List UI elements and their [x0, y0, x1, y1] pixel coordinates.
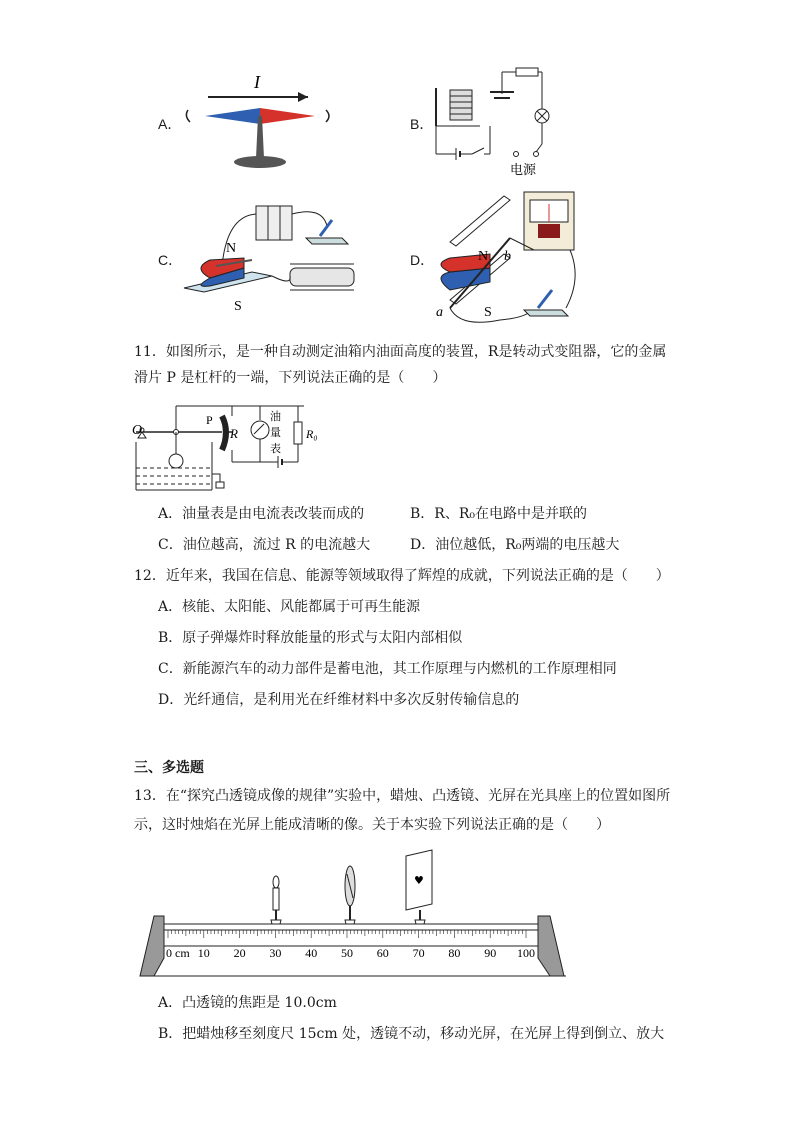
- meter-2: 量: [270, 426, 281, 439]
- current-label: I: [254, 72, 260, 92]
- ruler-label: 100: [517, 946, 535, 960]
- ruler-label: 50: [341, 946, 353, 960]
- q11-stem-line1: 11．如图所示，是一种自动测定油箱内油面高度的装置，R是转动式变阻器，它的金属: [134, 344, 667, 360]
- q11-option-b: B．R、R₀在电路中是并联的: [410, 506, 587, 522]
- power-label: 电源: [510, 163, 537, 178]
- ruler-label: 10: [197, 946, 210, 960]
- q13-stem-line1: 13．在“探究凸透镜成像的规律”实验中，蜡烛、凸透镜、光屏在光具座上的位置如图所: [134, 788, 671, 804]
- meter-1: 油: [270, 410, 281, 423]
- ruler-label: 0 cm: [166, 946, 190, 960]
- q12-stem: 12．近年来，我国在信息、能源等领域取得了辉煌的成就，下列说法正确的是（ ）: [134, 568, 670, 584]
- q12-option-b: B．原子弹爆炸时释放能量的形式与太阳内部相似: [158, 630, 463, 646]
- q10-option-a-letter: A．: [158, 116, 182, 132]
- label-p: P: [206, 413, 213, 427]
- pole-s: S: [234, 299, 242, 314]
- q10-figure-b-relay: [432, 64, 562, 179]
- q10-figure-d-induction: [430, 188, 590, 328]
- ruler-label: 70: [412, 946, 425, 960]
- q11-stem-line2: 滑片 P 是杠杆的一端，下列说法正确的是（ ）: [134, 370, 447, 386]
- q10-figure-c-motor-setup: [182, 196, 362, 316]
- end-a: a: [436, 305, 443, 320]
- end-b: b: [504, 249, 511, 264]
- pole-n: N: [226, 241, 237, 256]
- pole-n-d: N: [478, 249, 489, 264]
- q12-option-d: D．光纤通信，是利用光在纤维材料中多次反射传输信息的: [158, 692, 520, 708]
- q10-option-b-letter: B．: [410, 116, 434, 132]
- q10-option-d-letter: D．: [410, 252, 435, 268]
- q13-option-a: A．凸透镜的焦距是 10.0cm: [158, 995, 337, 1011]
- label-r: R: [230, 426, 238, 441]
- q13-optical-bench: [134, 846, 574, 982]
- ruler-label: 60: [376, 946, 389, 960]
- q10-figure-a-compass: [180, 70, 340, 175]
- q13-stem-line2: 示，这时烛焰在光屏上能成清晰的像。关于本实验下列说法正确的是（ ）: [134, 817, 610, 833]
- pole-s-d: S: [484, 305, 492, 320]
- q13-option-b: B．把蜡烛移至刻度尺 15cm 处，透镜不动，移动光屏，在光屏上得到倒立、放大: [158, 1026, 665, 1042]
- q11-option-a: A．油量表是由电流表改装而成的: [158, 506, 365, 522]
- ruler-label: 90: [484, 946, 497, 960]
- q11-option-c: C．油位越高，流过 R 的电流越大: [158, 537, 371, 553]
- ruler-label: 80: [448, 946, 461, 960]
- ruler-label: 20: [233, 946, 246, 960]
- ruler-label: 40: [305, 946, 318, 960]
- meter-3: 表: [270, 442, 281, 455]
- q10-option-c-letter: C．: [158, 252, 183, 268]
- section-title: 三、多选题: [134, 760, 204, 776]
- q12-option-a: A．核能、太阳能、风能都属于可再生能源: [158, 599, 421, 615]
- q11-option-d: D．油位越低，R₀两端的电压越大: [410, 537, 620, 553]
- q12-option-c: C．新能源汽车的动力部件是蓄电池，其工作原理与内燃机的工作原理相同: [158, 661, 617, 677]
- q11-figure-oil-gauge: [132, 398, 332, 498]
- ruler-label: 30: [269, 946, 282, 960]
- svg-text:♥: ♥: [414, 874, 424, 887]
- label-o: O: [132, 423, 143, 438]
- label-r0: R₀: [306, 427, 318, 441]
